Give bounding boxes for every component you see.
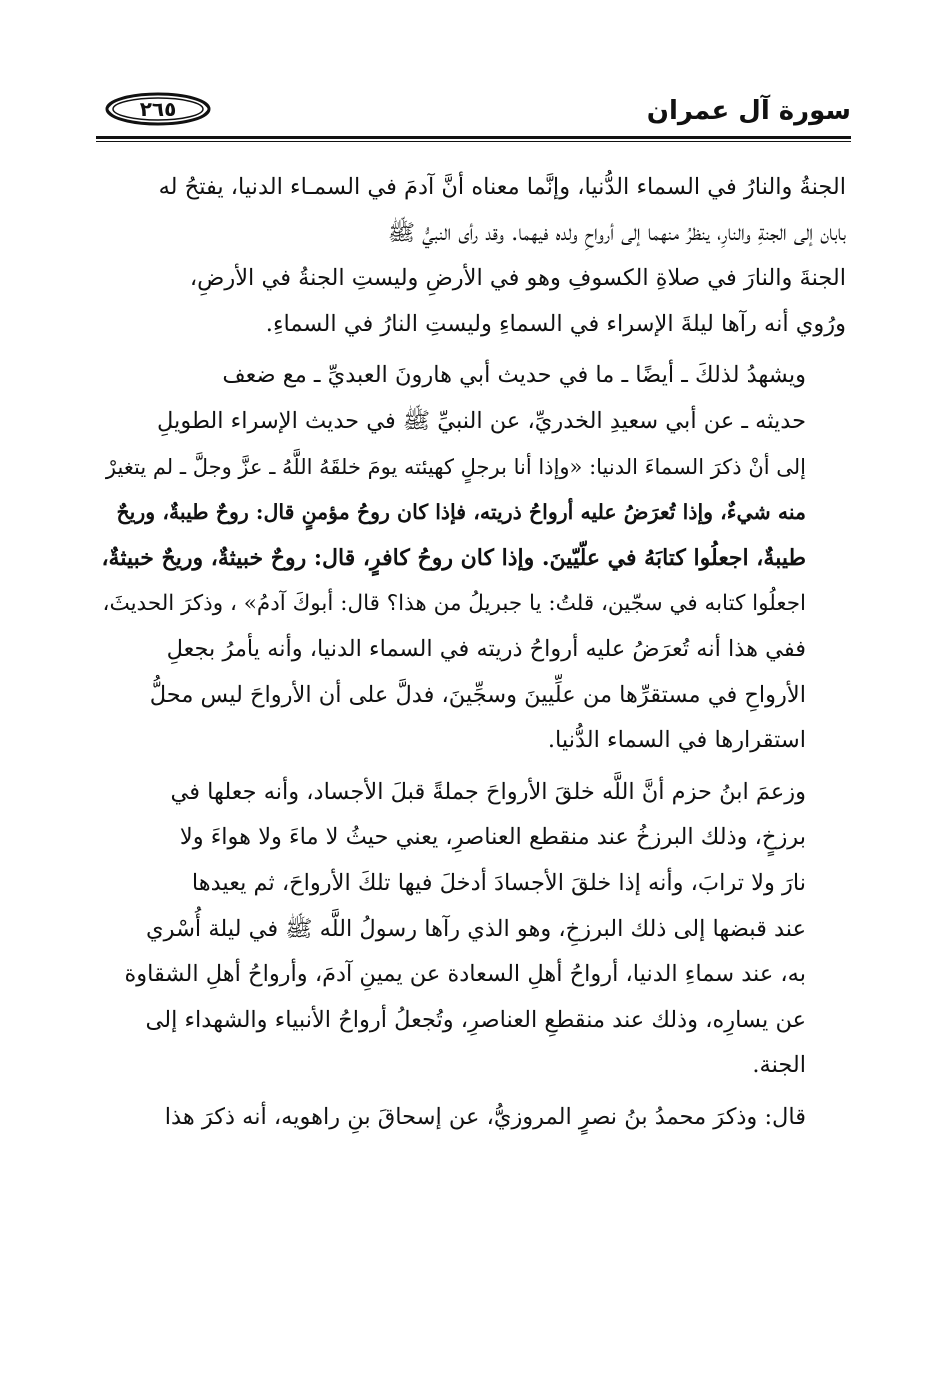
- paragraph-3: [101, 770, 846, 1089]
- text-line: به، عند سماءِ الدنيا، أرواحُ أهلِ السعادة عن يمينِ آدمَ، وأرواحُ أهلِ الشقاوة: [124, 961, 806, 988]
- text-line: بابان إلى الجنةِ والنارِ، ينظرُ منهما إلى أرواحِ ولده فيهما. وقد رأى النبيُّ ﷺ: [387, 219, 846, 246]
- text-line: استقرارها في السماء الدُّنيا.: [547, 727, 806, 754]
- text-line: حديثه ـ عن أبي سعيدِ الخدريِّ، عن النبيِّ ﷺ في حديث الإسراء الطويلِ: [157, 407, 806, 434]
- hadith-line: منه شيءٌ، وإذا تُعرَضُ عليه أرواحُ ذريته، فإذا كان روحُ مؤمنٍ قال: روحٌ طيبةٌ، وريحٌ: [116, 500, 806, 525]
- text-line: عند قبضها إلى ذلك البرزخِ، وهو الذي رآها رسولُ اللَّه ﷺ في ليلة أُسْري: [146, 915, 806, 942]
- paragraph-2: [101, 353, 846, 763]
- text-line: ويشهدُ لذلكَ ـ أيضًا ـ ما في حديث أبي هارونَ العبديِّ ـ مع ضعف: [222, 362, 806, 389]
- page-body: [101, 165, 846, 1146]
- text-line: الأرواحِ في مستقرِّها من علِّيينَ وسجِّينَ، فدلَّ على أن الأرواحَ ليس محلُّ: [149, 681, 806, 708]
- hadith-line: طيبةٌ، اجعلُوا كتابَهُ في علّيّينَ. وإذا كان روحُ كافرٍ، قال: روحٌ خبيثةٌ، وريحٌ خبيثةٌ،: [101, 544, 806, 571]
- text-line: إلى أنْ ذكرَ السماءَ الدنيا: «وإذا أنا برجلٍ كهيئته يومَ خلقَهُ اللَّهُ ـ عزَّ وجلَّ ـ لم يتغيرْ: [105, 454, 806, 479]
- text-line: برزخٍ، وذلك البرزخُ عند منقطع العناصرِ، يعني حيثُ لا ماءَ ولا هواءَ ولا: [179, 824, 806, 851]
- text-line: الجنةَ والنارَ في صلاةِ الكسوفِ وهو في الأرضِ وليستِ الجنةُ في الأرضِ،: [189, 265, 846, 292]
- text-line: اجعلُوا كتابه في سجّين، قلتُ: يا جبريلُ من هذا؟ قال: أبوكَ آدمُ» ، وذكرَ الحديثَ،: [102, 591, 806, 617]
- surah-title: سورة آل عمران: [646, 96, 851, 126]
- text-line: ورُوي أنه رآها ليلةَ الإسراء في السماءِ وليستِ النارُ في السماءِ.: [265, 310, 846, 337]
- page-number-badge: [104, 92, 212, 126]
- paragraph-4: [101, 1095, 846, 1141]
- text-line: قال: وذكرَ محمدُ بنُ نصرٍ المروزيُّ، عن إسحاقَ بنِ راهويه، أنه ذكرَ هذا: [164, 1103, 806, 1130]
- text-line: الجنة.: [752, 1052, 806, 1079]
- text-line: الجنةُ والنارُ في السماء الدُّنيا، وإنَّما معناه أنَّ آدمَ في السمـاء الدنيا، يفتحُ له: [158, 174, 846, 200]
- text-line: ففي هذا أنه تُعرَضُ عليه أرواحُ ذريته في السماء الدنيا، وأنه يأمرُ بجعلِ: [166, 635, 806, 662]
- page-number: ٢٦٥: [139, 97, 177, 121]
- text-line: وزعمَ ابنُ حزم أنَّ اللَّه خلقَ الأرواحَ جملةً قبلَ الأجساد، وأنه جعلها في: [170, 778, 806, 805]
- page-header: [96, 86, 851, 142]
- paragraph-1: [101, 165, 846, 347]
- header-rule: [96, 136, 851, 142]
- text-line: نارَ ولا ترابَ، وأنه إذا خلقَ الأجسادَ أدخلَ فيها تلكَ الأرواحَ، ثم يعيدها: [191, 869, 806, 896]
- text-line: عن يسارِه، وذلك عند منقطعِ العناصرِ، وتُجعلُ أرواحُ الأنبياء والشهداء إلى: [145, 1006, 806, 1033]
